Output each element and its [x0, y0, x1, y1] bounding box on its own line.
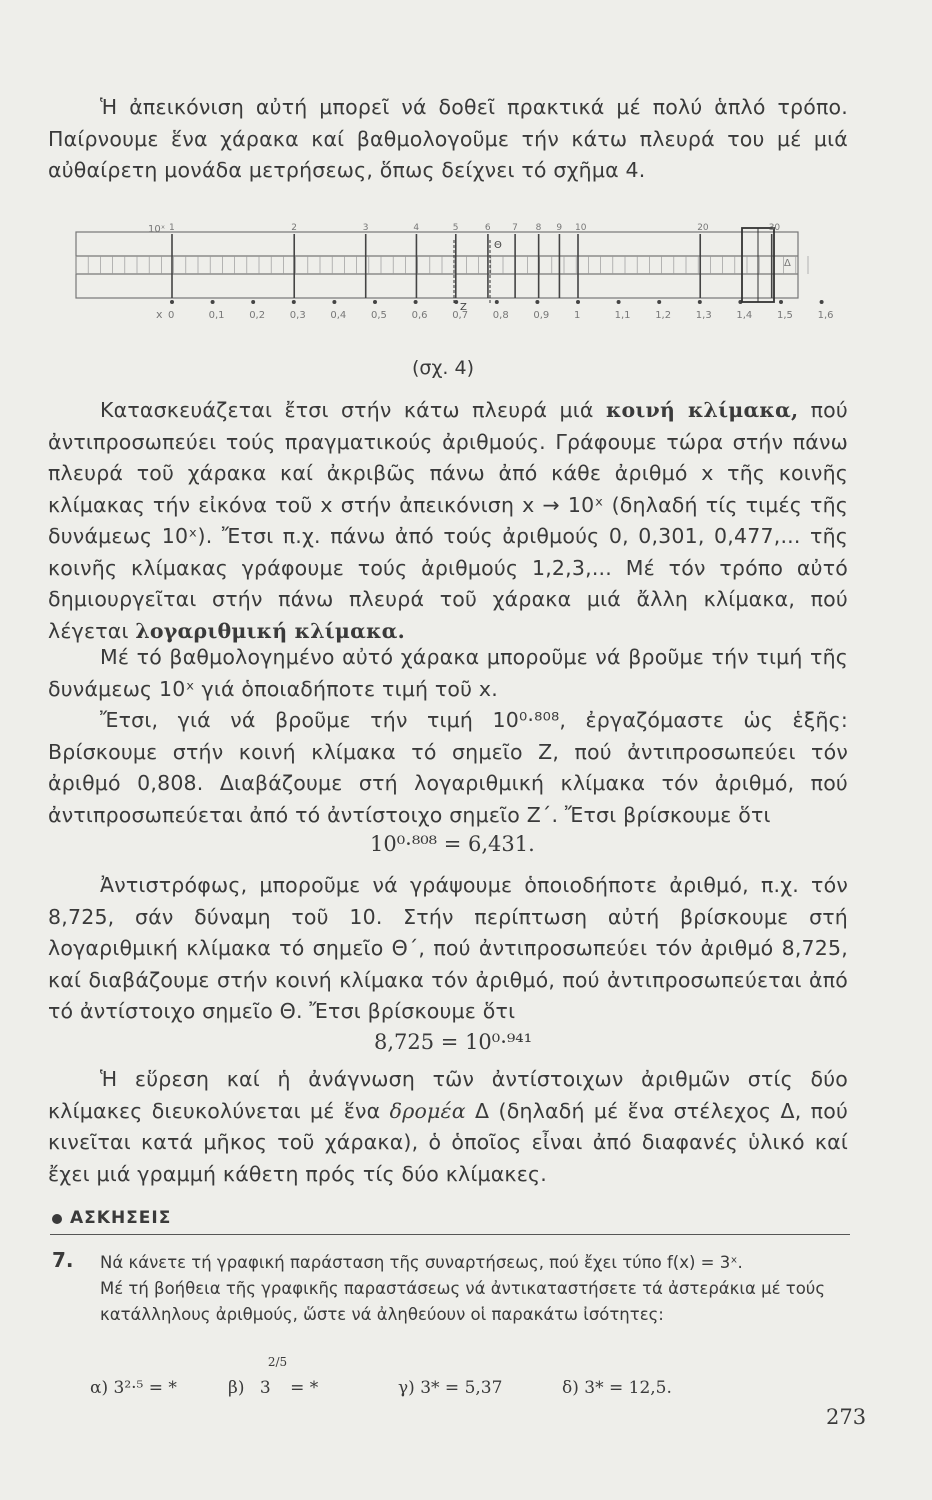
bottom-scale-dot	[251, 300, 255, 304]
exercise-item-b: β) 3 2/5 = *	[228, 1355, 319, 1398]
exercise-item-b-exponent: 2/5	[267, 1355, 288, 1369]
top-scale-tick-label: 1	[169, 223, 175, 233]
p5-term-cursor: δρομέα	[389, 1098, 466, 1123]
bottom-scale-dot	[292, 300, 296, 304]
top-scale-label: 10ˣ	[148, 224, 166, 235]
p1-text-a: Κατασκευάζεται ἔτσι στήν κάτω πλευρά μιά	[100, 398, 594, 422]
bottom-scale-tick-label: 0,1	[208, 310, 225, 321]
intro-paragraph: Ἡ ἀπεικόνιση αὐτή μπορεῖ νά δοθεῖ πρακτικά μέ πολύ ἁπλό τρόπο. Παίρνουμε ἕνα χάρακα καί βαθμολογοῦμε τήν κάτω πλευρά του μέ μιά αὐθαίρετη μονάδα μετρήσεως, ὅπως δείχνει τό σχῆμα 4.	[48, 95, 848, 182]
bottom-scale-dot	[779, 300, 783, 304]
bottom-scale-tick-label: 1,6	[817, 310, 834, 321]
bottom-scale-dot	[535, 300, 539, 304]
top-scale-tick-label: 5	[452, 223, 459, 233]
bottom-scale-tick-label: 1	[574, 310, 581, 321]
bottom-scale-dot	[332, 300, 336, 304]
top-scale-tick-label: 10	[575, 223, 587, 233]
exercise-item-c: γ) 3* = 5,37	[398, 1378, 503, 1398]
bottom-scale-tick-label: 0,5	[371, 310, 387, 321]
bottom-scale-tick-label: 0,6	[411, 310, 428, 321]
exercise-item-b-rest: = *	[290, 1378, 319, 1398]
ruler-figure	[76, 222, 834, 334]
top-scale-tick-label: 8	[535, 223, 542, 233]
exercise-item-a: α) 3²·⁵ = *	[90, 1378, 177, 1398]
bottom-scale-tick-label: 0,9	[533, 310, 550, 321]
bottom-scale-dot	[211, 300, 215, 304]
paragraph-1	[48, 395, 848, 647]
ruler-body	[76, 232, 798, 298]
bottom-scale-tick-label: 0,7	[452, 310, 469, 321]
bottom-scale-dot	[454, 300, 458, 304]
slider-label: Δ	[784, 258, 791, 269]
bottom-scale-tick-label: 1,3	[695, 310, 712, 321]
p1-text-b: πού ἀντιπροσωπεύει τούς πραγματικούς ἀριθμούς. Γράφουμε τώρα στήν πάνω πλευρά τοῦ χάρακα καί ἀκριβῶς πάνω ἀπό κάθε ἀριθμό x τῆς κοινῆς κλίμακας τήν εἰκόνα τοῦ x στήν ἀπεικόνιση x → 10ˣ (δηλαδή τίς τιμές τῆς δυνάμεως 10ˣ). Ἔτσι π.χ. πάνω ἀπό τούς ἀριθμούς 0, 0,301, 0,477,... τῆς κοινῆς κλίμακας γράφουμε τούς ἀριθμούς 1,2,3,... Μέ τόν τρόπο αὐτό δημιουργεῖται στήν πάνω πλευρά τοῦ χάρακα μιά ἄλλη κλίμακα, πού λέγεται	[48, 398, 848, 643]
exercise-number: 7.	[52, 1248, 74, 1272]
bottom-scale-label: x	[156, 308, 163, 321]
bottom-scale-tick-label: 1,4	[736, 310, 753, 321]
top-scale-tick-label: 9	[556, 223, 563, 233]
bottom-scale-dot	[373, 300, 377, 304]
exercises-title: ΑΣΚΗΣΕΙΣ	[70, 1208, 172, 1228]
bottom-scale-dot	[820, 300, 824, 304]
bottom-scale-tick-label: 1,1	[614, 310, 631, 321]
section-bullet-icon	[52, 1214, 62, 1224]
top-scale-tick-label: 4	[413, 223, 420, 233]
bottom-scale-dot	[657, 300, 661, 304]
bottom-scale-tick-label: 0	[168, 310, 175, 321]
bottom-scale-dot	[170, 300, 174, 304]
formula-1: 10⁰·⁸⁰⁸ = 6,431.	[370, 832, 535, 856]
point-z-label: Ζ	[460, 302, 467, 313]
paragraph-4: Ἀντιστρόφως, μποροῦμε νά γράψουμε ὁποιοδήποτε ἀριθμό, π.χ. τόν 8,725, σάν δύναμη τοῦ 10. Στήν περίπτωση αὐτή βρίσκουμε στή λογαριθμική κλίμακα τό σημεῖο Θ΄, πού ἀντιπροσωπεύει τόν ἀριθμό 8,725, καί διαβάζουμε στήν κοινή κλίμακα τόν ἀριθμό, πού ἀντιπροσωπεύεται ἀπό τό ἀντίστοιχο σημεῖο Θ. Ἔτσι βρίσκουμε ὅτι	[48, 873, 848, 1023]
paragraph-2: Μέ τό βαθμολογημένο αὐτό χάρακα μποροῦμε νά βροῦμε τήν τιμή τῆς δυνάμεως 10ˣ γιά ὁποιαδήποτε τιμή τοῦ x.	[48, 645, 848, 701]
bottom-scale-tick-label: 0,3	[289, 310, 306, 321]
top-scale-tick-label: 30	[768, 223, 781, 233]
top-scale-tick-label: 2	[291, 223, 297, 233]
bottom-scale-dot	[414, 300, 418, 304]
top-scale-tick-label: 6	[484, 223, 491, 233]
section-divider	[50, 1234, 850, 1235]
paragraph-5	[48, 1064, 848, 1190]
p1-term-log-scale: λογαριθμική κλίμακα.	[135, 618, 405, 643]
bottom-scale-tick-label: 0,4	[330, 310, 347, 321]
exercise-line-1: Νά κάνετε τή γραφική παράσταση τῆς συναρτήσεως, πού ἔχει τύπο f(x) = 3ˣ.	[100, 1253, 743, 1272]
exercise-item-b-label: β)	[228, 1378, 245, 1398]
paragraph-3: Ἔτσι, γιά νά βροῦμε τήν τιμή 10⁰·⁸⁰⁸, ἐργαζόμαστε ὡς ἑξῆς: Βρίσκουμε στήν κοινή κλίμακα τό σημεῖο Ζ, πού ἀντιπροσωπεύει τόν ἀριθμό 0,808. Διαβάζουμε στή λογαριθμική κλίμακα τόν ἀριθμό, πού ἀντιπροσωπεύεται ἀπό τό ἀντίστοιχο σημεῖο Ζ΄. Ἔτσι βρίσκουμε ὅτι	[48, 708, 848, 827]
bottom-scale-tick-label: 0,8	[492, 310, 509, 321]
top-scale-tick-label: 20	[697, 223, 709, 233]
bottom-scale-dot	[698, 300, 702, 304]
bottom-scale-tick-label: 0,2	[249, 310, 266, 321]
page-number: 273	[826, 1405, 867, 1429]
top-scale-tick-label: 7	[512, 223, 518, 233]
p5-text-b: Δ (δηλαδή μέ ἕνα στέλεχος Δ, πού κινεῖται κατά μῆκος τοῦ χάρακα), ὁ ὁποῖος εἶναι ἀπό διαφανές ὑλικό καί ἔχει μιά γραμμή κάθετη πρός τίς δύο κλίμακες.	[48, 1098, 849, 1186]
formula-2: 8,725 = 10⁰·⁹⁴¹	[374, 1030, 533, 1054]
bottom-scale-dot	[617, 300, 621, 304]
bottom-scale-dot	[495, 300, 499, 304]
p1-term-common-scale: κοινή κλίμακα,	[605, 398, 799, 422]
bottom-scale-tick-label: 1,5	[777, 310, 793, 321]
point-theta-label: Θ	[494, 240, 502, 251]
top-scale-tick-label: 3	[362, 223, 369, 233]
exercise-line-2: Μέ τή βοήθεια τῆς γραφικῆς παραστάσεως νά ἀντικαταστήσετε τά ἀστεράκια μέ τούς κατάλληλους ἀριθμούς, ὥστε νά ἀληθεύουν οἱ παρακάτω ἰσότητες:	[100, 1279, 826, 1324]
p5-text-a: Ἡ εὕρεση καί ἡ ἀνάγνωση τῶν ἀντίστοιχων ἀριθμῶν στίς δύο κλίμακες διευκολύνεται μέ ἕνα	[48, 1067, 848, 1123]
exercise-item-d: δ) 3* = 12,5.	[562, 1378, 672, 1398]
bottom-scale-tick-label: 1,2	[655, 310, 672, 321]
bottom-scale-dot	[576, 300, 580, 304]
figure-caption: (σχ. 4)	[412, 357, 475, 379]
